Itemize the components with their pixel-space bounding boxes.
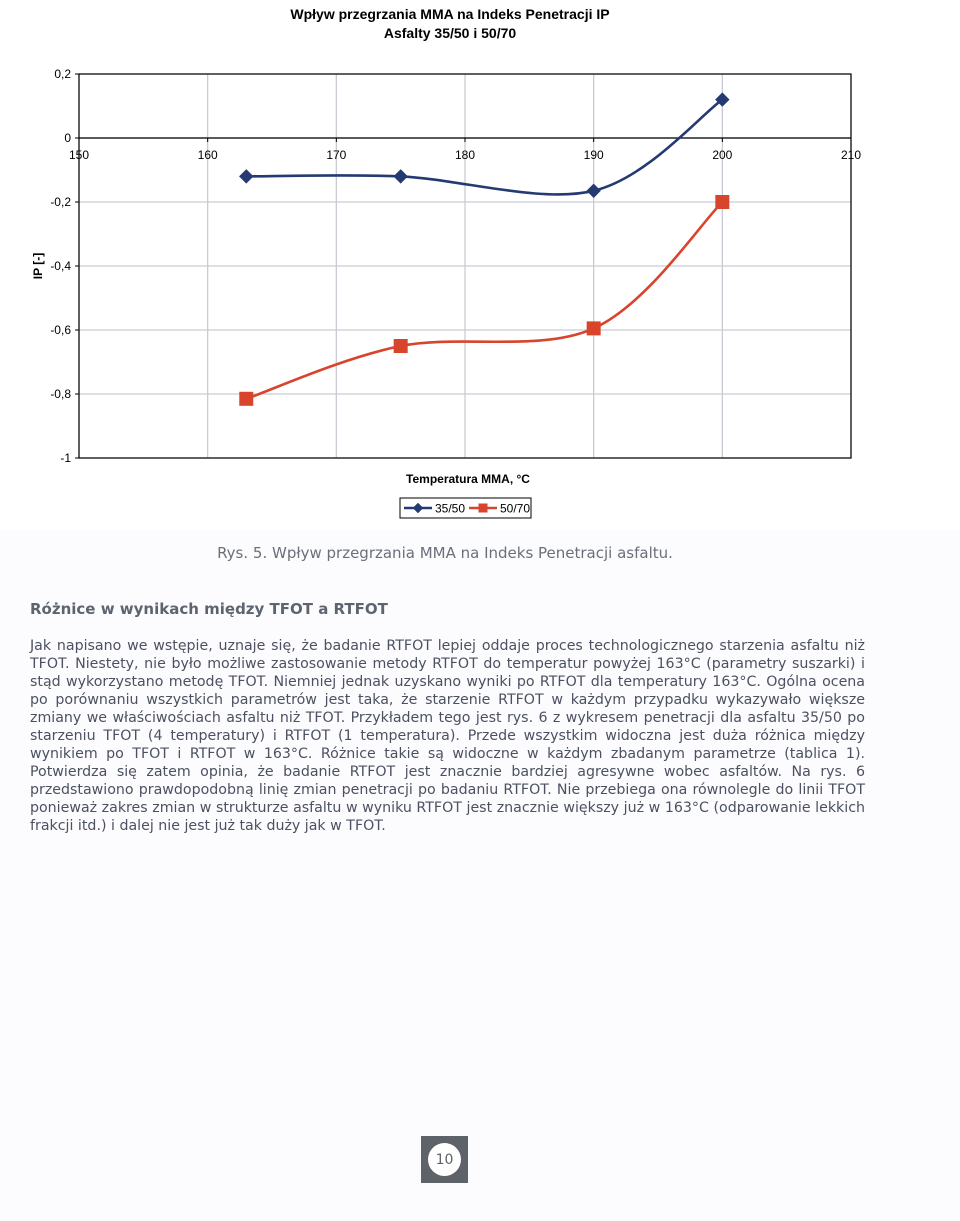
series-line	[246, 202, 722, 399]
page-number: 10	[428, 1143, 461, 1176]
data-point-diamond	[394, 170, 407, 183]
y-tick-label: -0,2	[50, 195, 71, 209]
line-chart	[0, 0, 960, 530]
x-tick-label: 190	[583, 148, 604, 162]
section-heading: Różnice w wynikach między TFOT a RTFOT	[30, 600, 388, 618]
y-tick-label: -0,4	[50, 259, 71, 273]
y-tick-label: -1	[60, 451, 71, 465]
series-line	[246, 100, 722, 195]
x-tick-label: 160	[197, 148, 218, 162]
legend-marker	[479, 504, 487, 512]
x-tick-label: 180	[454, 148, 476, 162]
data-point-diamond	[587, 184, 600, 197]
body-paragraph: Jak napisano we wstępie, uznaje się, że badanie RTFOT lepiej oddaje proces technologicznego starzenia asfaltu niż TFOT. Niestety, nie było możliwe zastosowanie metody RTFOT do temperatur powyżej 163°C (parametry suszarki) i stąd wykorzystano metodę TFOT. Niemniej jednak uzyskano wyniki po RTFOT dla temperatury 163°C. Ogólna ocena po porównaniu wszystkich parametrów jest taka, że starzenie RTFOT w każdym przypadku wykazywało większe zmiany we właściwościach asfaltu niż TFOT. Przykładem tego jest rys. 6 z wykresem penetracji dla asfaltu 35/50 po starzeniu TFOT (4 temperatury) i RTFOT (1 temperatura). Przede wszystkim widoczna jest duża różnica między wynikiem po TFOT i RTFOT w 163°C. Różnice takie są widoczne w każdym zbadanym parametrze (tablica 1). Potwierdza się zatem opinia, że badanie RTFOT jest znacznie bardziej agresywne wobec asfaltów. Na rys. 6 przedstawiono prawdopodobną linię zmian penetracji po badaniu RTFOT. Nie przebiega ona równolegle do linii TFOT ponieważ zakres zmian w strukturze asfaltu w wyniku RTFOT jest znacznie większy już w 163°C (odparowanie lekkich frakcji itd.) i dalej nie jest już tak duży jak w TFOT.	[30, 638, 865, 834]
figure-caption: Rys. 5. Wpływ przegrzania MMA na Indeks Penetracji asfaltu.	[217, 544, 673, 562]
y-axis-label: IP [-]	[31, 252, 45, 280]
x-tick-label: 150	[68, 148, 90, 162]
y-tick-label: 0	[64, 131, 71, 145]
page-number-box	[421, 1136, 468, 1183]
x-tick-label: 170	[326, 148, 347, 162]
legend-label: 35/50	[435, 501, 466, 516]
y-tick-label: -0,6	[50, 323, 71, 337]
data-point-square	[716, 196, 729, 209]
x-axis-label: Temperatura MMA, °C	[406, 472, 530, 486]
chart-subtitle: Asfalty 35/50 i 50/70	[383, 25, 517, 41]
x-tick-label: 200	[712, 148, 733, 162]
data-point-square	[394, 340, 407, 353]
y-tick-label: -0,8	[50, 387, 71, 401]
chart-title: Wpływ przegrzania MMA na Indeks Penetracji IP	[290, 6, 610, 22]
data-point-diamond	[240, 170, 253, 183]
data-point-square	[240, 392, 253, 405]
data-point-square	[587, 322, 600, 335]
figure	[0, 0, 960, 530]
y-tick-label: 0,2	[54, 67, 71, 81]
legend-label: 50/70	[500, 501, 531, 516]
x-tick-label: 210	[840, 148, 862, 162]
